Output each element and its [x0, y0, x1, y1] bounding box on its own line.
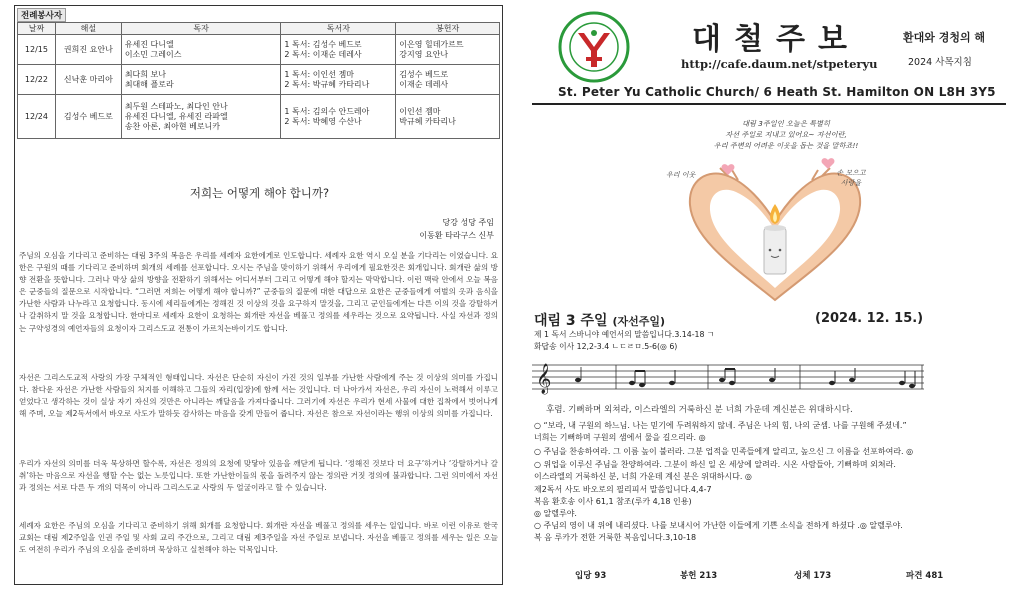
reader-name: 2 독서: 박규혜 카타리나 — [284, 79, 370, 89]
liturgy-line: ○ “보라, 내 구원의 하느님. 나는 믿기에 두려워하지 않네. 주님은 나의 힘, 나의 굳셈. 나를 구원해 주셨네.” — [534, 421, 907, 430]
caption-line: 우리 주변의 어려운 이웃을 돕는 것을 말하죠!! — [713, 141, 859, 150]
stat-value: 213 — [699, 571, 718, 581]
row-commentator: 신낙훈 마리아 — [55, 65, 121, 95]
header-divider — [532, 103, 1006, 105]
row-readers — [281, 95, 396, 139]
row-offering — [396, 95, 500, 139]
bubble-line: 사랑을 — [840, 179, 862, 187]
speech-bubble-left: 우리 이웃 — [666, 171, 696, 179]
row-readers — [281, 65, 396, 95]
year-theme: 환대와 경청의 해 — [903, 31, 986, 44]
stat-dismissal — [906, 569, 943, 581]
row-date: 12/15 — [18, 35, 56, 65]
stat-label: 입당 — [575, 571, 592, 581]
bubble-line: 손 모으고 — [836, 169, 866, 177]
header-commentator: 해설 — [55, 23, 121, 35]
liturgy-line: ○ 주님의 영이 내 위에 내리셨다. 나를 보내시어 가난한 이들에게 기쁜 소식을 전하게 하셨다 .◎ 알렐루야. — [534, 521, 903, 530]
header-servers: 독자 — [121, 23, 281, 35]
schedule-label: 전례봉사자 — [17, 8, 66, 22]
church-address: St. Peter Yu Catholic Church/ 6 Heath St. Hamilton ON L8H 3Y5 — [558, 85, 996, 99]
author-name: 이동환 타라구스 신부 — [419, 231, 494, 240]
sunday-subtitle: (자선주일) — [612, 315, 666, 328]
cafe-link[interactable]: http://cafe.daum.net/stpeteryu — [681, 57, 878, 71]
stat-value: 93 — [594, 571, 607, 581]
row-servers — [121, 65, 281, 95]
reader-name: 2 독서: 박혜영 수산나 — [284, 116, 362, 126]
header-date: 날짜 — [18, 23, 56, 35]
stat-label: 봉헌 — [680, 571, 697, 581]
refrain-text: 후렴. 기뻐하며 외쳐라, 이스라엘의 거룩하신 분 너희 가운데 계신분은 위대하시다. — [546, 405, 853, 415]
essay-paragraph: 자선은 그리스도교적 사랑의 가장 구체적인 형태입니다. 자선은 단순히 자신이 가진 것의 일부를 가난한 사람에게 주는 것 이상의 의미를 가집니다. 참다운 자선은 가난한 사람들의 처지를 이해하고 그들의 자리(입장)에 함께 서는 것입니다. 더 나아가서 자선은, 우리 자신이 노력해서 이루고 얻었다고 생각하는 것이 실상 자기 자신의 것만은 아니라는 깨달음을 가져다줍니다. 그러기에 자선은 우리가 현세 사물에 대한 집착에서 벗어나게 해 주며, 오늘 제2독서에서 바오로 사도가 말하듯 감사하는 마음을 갖게 만들어 줍니다. 자선은 참으로 자선이라는 행위 이상의 의미를 가집니다. — [19, 373, 498, 419]
server-name: 최대해 플로라 — [124, 79, 174, 89]
offering-name: 박규혜 카타리나 — [399, 116, 456, 126]
stat-label: 파견 — [906, 571, 923, 581]
row-offering — [396, 65, 500, 95]
server-name: 유세진 다니엘, 유세진 라파엘 — [124, 111, 228, 121]
reader-name: 1 독서: 이인선 젬마 — [284, 69, 354, 79]
stat-communion — [794, 569, 831, 581]
speech-bubble-right — [827, 168, 875, 188]
reader-name: 2 독서: 이재순 데레사 — [284, 49, 362, 59]
server-name: 송찬 아론, 최아현 베로니카 — [124, 121, 221, 131]
psalm-reading: 화답송 이사 12,2-3.4 ㄴㄷㄹㅁ.5-6(◎ 6) — [534, 342, 678, 351]
liturgy-line: ○ 위업을 이루신 주님을 찬양하여라. 그분이 하신 일 온 세상에 알려라. 시온 사람들아, 기뻐하며 외쳐라. — [534, 460, 896, 469]
reader-name: 1 독서: 김의수 안드레아 — [284, 106, 370, 116]
row-commentator: 김성수 베드로 — [55, 95, 121, 139]
header-offering: 봉헌자 — [396, 23, 500, 35]
schedule-table — [17, 22, 500, 139]
header-readers: 독서자 — [281, 23, 396, 35]
server-name: 유세진 다니엘 — [124, 39, 174, 49]
table-row — [18, 65, 500, 95]
author-role: 당강 성당 주임 — [442, 218, 494, 227]
offering-name: 김성수 베드로 — [399, 69, 449, 79]
church-logo-icon — [558, 11, 630, 83]
stat-label: 성체 — [794, 571, 811, 581]
sunday-date: (2024. 12. 15.) — [815, 311, 924, 326]
essay-paragraph: 세례자 요한은 주님의 오심을 기다리고 준비하기 위해 회개를 요청합니다. 회개란 자선을 베풀고 정의를 세우는 일입니다. 바로 이런 이유로 한국 교회는 대림 제2주일을 인권 주일 및 사회 교리 주간으로, 그리고 대림 제3주일을 자선 주일로 보냅니다. 자선을 베풀고 정의를 세우는 일은 오늘도 여전히 우리가 주님의 오심을 준비하며 묵상하고 실천해야 하는 덕목입니다. — [19, 521, 498, 555]
illustration-caption — [706, 118, 866, 151]
offering-name: 이은영 힐데가르트 — [399, 39, 464, 49]
table-row — [18, 35, 500, 65]
schedule-header-row — [18, 23, 500, 35]
liturgy-line: ○ 주님을 찬송하여라. 그 이름 높이 불러라. 그분 업적을 민족들에게 알리고, 높으신 그 이름을 선포하여라. ◎ — [534, 447, 914, 456]
row-date: 12/22 — [18, 65, 56, 95]
row-readers — [281, 35, 396, 65]
bulletin-title: 대철주보 — [692, 22, 860, 57]
sunday-title — [534, 310, 665, 330]
liturgy-line: 복음 환호송 이사 61,1 참조(루카 4,18 인용) — [534, 497, 692, 506]
music-staff-icon — [532, 355, 924, 395]
offering-name: 이재순 데레사 — [399, 79, 449, 89]
left-page — [14, 5, 503, 585]
sunday-name: 대림 3 주일 — [534, 313, 608, 329]
stat-value: 173 — [813, 571, 832, 581]
liturgy-line: 너희는 기뻐하며 구원의 샘에서 물을 길으리라. ◎ — [534, 433, 706, 442]
caption-line: 대림 3주일인 오늘은 특별히 — [742, 119, 830, 128]
row-offering — [396, 35, 500, 65]
svg-text:𝄞: 𝄞 — [536, 364, 552, 394]
row-commentator: 권희진 요안나 — [55, 35, 121, 65]
stat-offertory — [680, 569, 717, 581]
offering-name: 강지영 요안나 — [399, 49, 449, 59]
stat-value: 481 — [925, 571, 944, 581]
server-name: 이소민 그레이스 — [124, 49, 182, 59]
liturgy-line: ◎ 알렐루야. — [534, 509, 577, 518]
liturgy-line: 복 음 루카가 전한 거룩한 복음입니다.3,10-18 — [534, 533, 697, 542]
reading-first: 제 1 독서 스바니야 예언서의 말씀입니다.3.14-18 ㄱ — [534, 330, 715, 339]
row-servers — [121, 95, 281, 139]
offering-name: 이인선 젬마 — [399, 106, 441, 116]
essay-paragraph: 주님의 오심을 기다리고 준비하는 대림 3주의 복음은 우리를 세례자 요한에게로 인도합니다. 세례자 요한 역시 오실 분을 기다리는 이였습니다. 요한은 구원의 때를 기다리고 준비하며 회개의 세례를 선포합니다. 오시는 주님을 맞이하기 위해서 우리에게 필요한것은 회개입니다. 회개란 삶의 방향 전환을 뜻합니다. 그러나 막상 삶의 방향을 전환하기 위해서는 어디서부터 그리고 어떻게 해야 할지는 막막합니다. 이런 맥락 안에서 오늘 복음은 군중들의 질문으로 시작합니다. “그러면 저희는 어떻게 해야 합니까?” 군중들의 질문에 대한 대답으로 요한은 군중들에게 여벌의 옷과 음식을 가난한 사람과 나누라고 요청합니다. 동시에 세리들에게는 정해진 것 이상의 것을 요구하지 말것을, 그리고 군인들에게는 다른 이의 것을 강탈하거나 갈취하지 말 것을 요청합니다. 한마디로 세례자 요한이 요청하는 회개란 자선을 베풀고 정의를 세우라는 것으로 요약됩니다. 사실 자선과 정의는 구약성경의 예언자들의 요청이자 그리스도교 전통이 가르치는바이기도 합니다. — [19, 251, 498, 333]
stat-entrance — [575, 569, 606, 581]
row-servers — [121, 35, 281, 65]
liturgy-line: 제2독서 사도 바오로의 필리피서 말씀입니다.4,4-7 — [534, 485, 712, 494]
caption-line: 자선 주일로 지내고 있어요~ 자선이란, — [725, 130, 847, 139]
essay-title: 저희는 어떻게 해야 합니까? — [189, 186, 330, 200]
liturgy-line: 이스라엘의 거룩하신 분, 너희 가운데 계신 분은 위대하시다. ◎ — [534, 472, 752, 481]
server-name: 최두원 스테파노, 최다인 안나 — [124, 101, 228, 111]
reader-name: 1 독서: 김성수 베드로 — [284, 39, 362, 49]
year-directive: 2024 사목지침 — [908, 57, 972, 68]
server-name: 최다희 보나 — [124, 69, 167, 79]
essay-paragraph: 우리가 자선의 의미를 더욱 묵상하면 할수록, 자선은 정의의 요청에 맞닿아 있음을 깨닫게 됩니다. ‘정해진 것보다 더 요구’하거나 ‘강탈하거나 갈취’하는 마음으로 자선을 행할 수는 없는 노릇입니다. 또한 가난한이들의 몫을 돌려주지 않는 정의란 거짓 정의에 불과합니다. 그런 의미에서 자선과 정의는 서로 다른 두 개의 덕목이 아니라 그리스도교 사랑의 두 얼굴이라고 할 수 있습니다. — [19, 459, 498, 493]
table-row — [18, 95, 500, 139]
row-date: 12/24 — [18, 95, 56, 139]
